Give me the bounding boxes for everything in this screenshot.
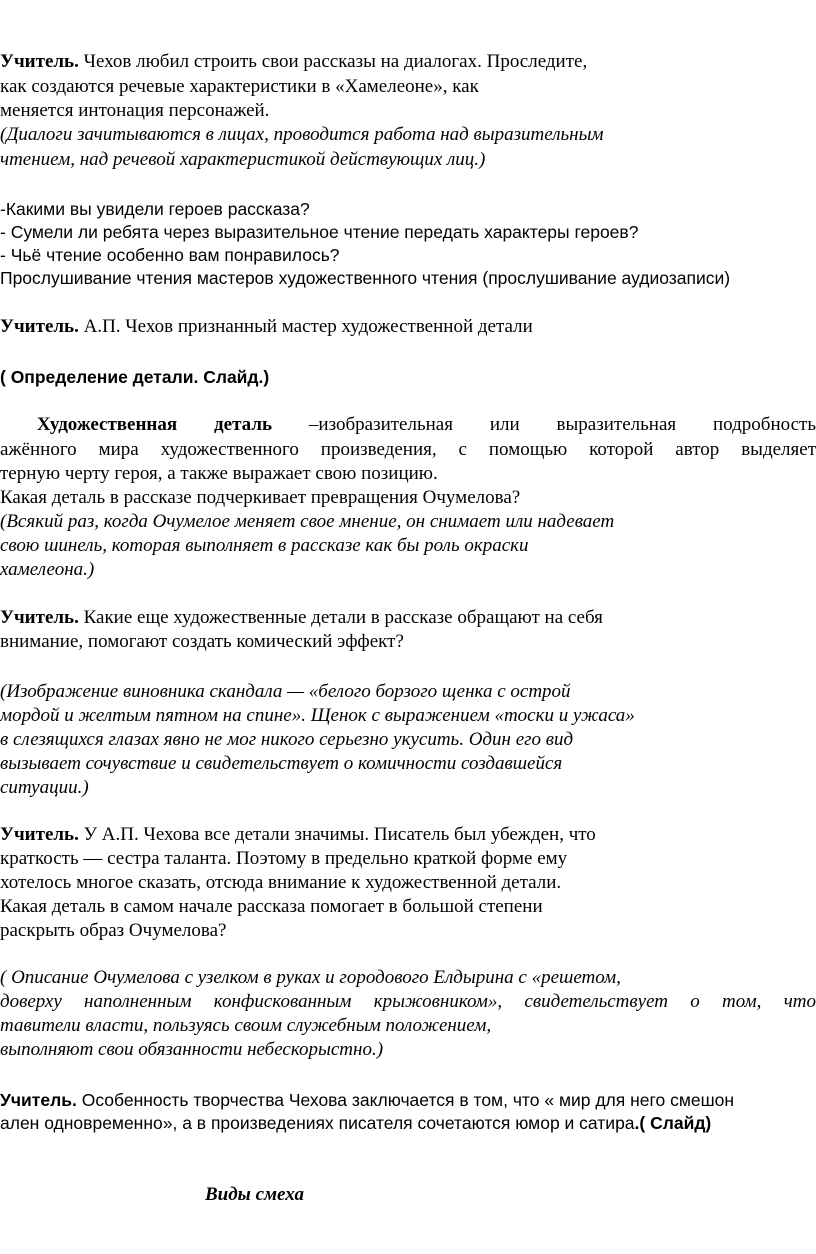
p3-line-1 (0, 413, 816, 437)
p5-italic-3: тавители власти, пользуясь своим служебным положением, (0, 1015, 492, 1036)
audio-line: Прослушивание чтения мастеров художественного чтения (прослушивание аудиозаписи) (0, 268, 731, 288)
p5-line-3: хотелось многое сказать, отсюда внимание к художественной детали. (0, 872, 562, 893)
p1-line-1 (0, 50, 587, 74)
p1-italic-2: чтением, над речевой характеристикой действующих лиц.) (0, 149, 486, 170)
p4-italic-1: (Изображение виновника скандала — «белого борзого щенка с острой (0, 681, 571, 702)
p4-text-1: Какие еще художественные детали в рассказе обращают на себя (78, 607, 603, 628)
p6-text-1: Особенность творчества Чехова заключается в том, что « мир для него смешон (76, 1090, 735, 1110)
p5-italic-2: доверху наполненным конфискованным крыжовником», свидетельствует о том, что (0, 991, 816, 1012)
p3-italic-1: (Всякий раз, когда Очумелое меняет свое мнение, он снимает или надевает (0, 511, 615, 532)
p3-question: Какая деталь в рассказе подчеркивает превращения Очумелова? (0, 487, 521, 508)
p5-text-1: У А.П. Чехова все детали значимы. Писатель был убежден, что (78, 824, 596, 845)
p5-line-1 (0, 823, 596, 847)
p4-italic-3: в слезящихся глазах явно не мог никого серьезно укусить. Один его вид (0, 729, 574, 750)
p4-italic-5: ситуации.) (0, 777, 89, 798)
p3-line-3: терную черту героя, а также выражает свою позицию. (0, 463, 438, 484)
teacher-label: Учитель. (0, 316, 79, 337)
question-2: - Сумели ли ребята через выразительное чтение передать характеры героев? (0, 222, 639, 242)
teacher-label: Учитель. (0, 1090, 77, 1110)
p1-line-3: меняется интонация персонажей. (0, 100, 270, 121)
p4-italic-4: вызывает сочувствие и свидетельствует о комичности создавшейся (0, 753, 563, 774)
p4-line-1 (0, 606, 603, 630)
p1-italic-1: (Диалоги зачитываются в лицах, проводится работа над выразительным (0, 124, 604, 145)
p3-italic-3: хамелеона.) (0, 559, 95, 580)
p6-text-2: ален одновременно», а в произведениях писателя сочетаются юмор и сатира (0, 1113, 635, 1133)
laughter-types-heading: Виды смеха (205, 1184, 304, 1205)
slide-note: .( Слайд) (634, 1113, 712, 1133)
p5-line-2: краткость — сестра таланта. Поэтому в предельно краткой форме ему (0, 848, 568, 869)
teacher-label: Учитель. (0, 824, 79, 845)
p2-text: А.П. Чехов признанный мастер художественной детали (78, 316, 533, 337)
p4-italic-2: мордой и желтым пятном на спине». Щенок с выражением «тоски и ужаса» (0, 705, 635, 726)
p3-italic-2: свою шинель, которая выполняет в рассказе как бы роль окраски (0, 535, 529, 556)
p6-line-1 (0, 1088, 734, 1112)
p4-line-2: внимание, помогают создать комический эффект? (0, 631, 404, 652)
teacher-label: Учитель. (0, 607, 79, 628)
p5-italic-4: выполняют свои обязанности небескорыстно.) (0, 1039, 384, 1060)
p5-line-4: Какая деталь в самом начале рассказа помогает в большой степени (0, 896, 543, 917)
teacher-label: Учитель. (0, 51, 79, 72)
question-3: - Чьё чтение особенно вам понравилось? (0, 245, 340, 265)
p1-text-1: Чехов любил строить свои рассказы на диалогах. Проследите, (78, 51, 588, 72)
term: Художественная деталь (36, 414, 273, 435)
p5-italic-1: ( Описание Очумелова с узелком в руках и городового Елдырина с «решетом, (0, 967, 621, 988)
question-1: -Какими вы увидели героев рассказа? (0, 199, 310, 219)
p5-line-5: раскрыть образ Очумелова? (0, 920, 227, 941)
p6-line-2 (0, 1111, 711, 1135)
p3-line-2: ажённого мира художественного произведения, с помощью которой автор выделяет (0, 439, 816, 460)
p3-text-1: –изобразительная или выразительная подробность (272, 414, 816, 435)
p2-line (0, 315, 533, 339)
p1-line-2: как создаются речевые характеристики в «Хамелеоне», как (0, 76, 479, 97)
definition-heading: ( Определение детали. Слайд.) (0, 367, 270, 387)
